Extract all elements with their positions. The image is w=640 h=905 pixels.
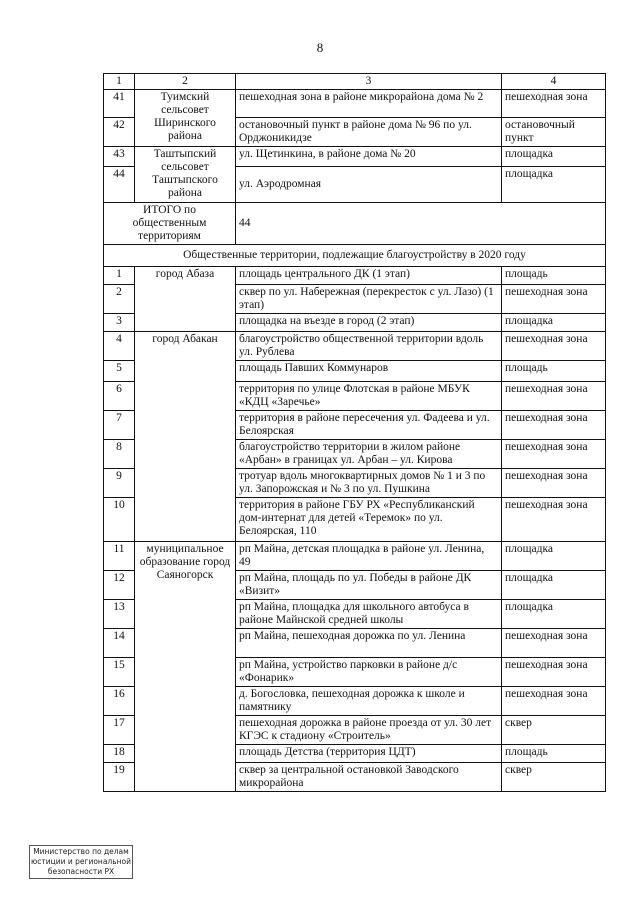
row-number: 13 [104, 600, 135, 629]
table-row [104, 332, 606, 361]
description-cell: тротуар вдоль многоквартирных домов № 1 и 3 по ул. Запорожская и № 3 по ул. Пушкина [236, 469, 502, 498]
stamp-line: безопасности РХ [47, 867, 115, 876]
row-number: 5 [104, 361, 135, 382]
row-number: 2 [104, 285, 135, 314]
description-cell: благоустройство общественной территории вдоль ул. Рублева [236, 332, 502, 361]
row-number: 41 [104, 90, 135, 118]
row-number: 10 [104, 498, 135, 542]
description-cell: площадь Павших Коммунаров [236, 361, 502, 382]
row-number: 43 [104, 147, 135, 167]
table-row [104, 147, 606, 167]
total-label: ИТОГО по общественным территориям [104, 203, 236, 245]
description-cell: рп Майна, устройство парковки в районе д/с «Фонарик» [236, 658, 502, 687]
area-cell: город Абакан [135, 332, 236, 542]
type-cell: пешеходная зона [502, 285, 606, 314]
section-2020-row [104, 245, 606, 267]
row-number: 3 [104, 314, 135, 332]
total-value: 44 [236, 203, 606, 245]
description-cell: ул. Аэродромная [236, 167, 502, 203]
type-cell: пешеходная зона [502, 440, 606, 469]
type-cell: площадка [502, 147, 606, 167]
area-cell: муниципальное образование город Саяногорск [135, 542, 236, 792]
description-cell: площадь Детства (территория ЦДТ) [236, 745, 502, 763]
type-cell: пешеходная зона [502, 687, 606, 716]
description-cell: ул. Щетинкина, в районе дома № 20 [236, 147, 502, 167]
type-cell: пешеходная зона [502, 498, 606, 542]
section-title: Общественные территории, подлежащие благоустройству в 2020 году [104, 245, 606, 267]
header-cell: 1 [104, 74, 135, 90]
row-number: 7 [104, 411, 135, 440]
type-cell: площадка [502, 167, 606, 203]
area-cell: Туимский сельсовет Ширинского района [135, 90, 236, 147]
description-cell: пешеходная дорожка в районе проезда от ул. 30 лет КГЭС к стадиону «Строитель» [236, 716, 502, 745]
territories-table [103, 73, 606, 792]
type-cell: площадка [502, 600, 606, 629]
row-number: 4 [104, 332, 135, 361]
row-number: 11 [104, 542, 135, 571]
description-cell: площадь центрального ДК (1 этап) [236, 267, 502, 285]
table-row [104, 90, 606, 118]
type-cell: пешеходная зона [502, 411, 606, 440]
description-cell: д. Богословка, пешеходная дорожка к школе и памятнику [236, 687, 502, 716]
type-cell: площадь [502, 745, 606, 763]
page-number: 8 [316, 40, 324, 55]
description-cell: рп Майна, площадь по ул. Победы в районе ДК «Визит» [236, 571, 502, 600]
row-number: 14 [104, 629, 135, 658]
description-cell: территория в районе ГБУ РХ «Республиканский дом-интернат для детей «Теремок» по ул. Белоярская, 110 [236, 498, 502, 542]
row-number: 12 [104, 571, 135, 600]
ministry-stamp [29, 845, 133, 879]
type-cell: площадь [502, 267, 606, 285]
description-cell: сквер по ул. Набережная (перекресток с ул. Лазо) (1 этап) [236, 285, 502, 314]
header-cell: 2 [135, 74, 236, 90]
description-cell: рп Майна, детская площадка в районе ул. Ленина, 49 [236, 542, 502, 571]
type-cell: пешеходная зона [502, 658, 606, 687]
row-number: 9 [104, 469, 135, 498]
row-number: 42 [104, 118, 135, 147]
table-row [104, 267, 606, 285]
row-number: 1 [104, 267, 135, 285]
type-cell: пешеходная зона [502, 469, 606, 498]
description-cell: рп Майна, пешеходная дорожка по ул. Ленина [236, 629, 502, 658]
header-cell: 4 [502, 74, 606, 90]
description-cell: пешеходная зона в районе микрорайона дома № 2 [236, 90, 502, 118]
area-cell: город Абаза [135, 267, 236, 332]
total-row [104, 203, 606, 245]
description-cell: территория по улице Флотская в районе МБУК «КДЦ «Заречье» [236, 382, 502, 411]
type-cell: остановочный пункт [502, 118, 606, 147]
type-cell: пешеходная зона [502, 382, 606, 411]
description-cell: остановочный пункт в районе дома № 96 по ул. Орджоникидзе [236, 118, 502, 147]
row-number: 15 [104, 658, 135, 687]
area-cell: Таштыпский сельсовет Таштыпского района [135, 147, 236, 203]
row-number: 6 [104, 382, 135, 411]
row-number: 19 [104, 763, 135, 792]
description-cell: рп Майна, площадка для школьного автобуса в районе Майнской средней школы [236, 600, 502, 629]
stamp-line: Министерство по делам [33, 847, 129, 856]
type-cell: сквер [502, 716, 606, 745]
description-cell: территория в районе пересечения ул. Фадеева и ул. Белоярская [236, 411, 502, 440]
type-cell: пешеходная зона [502, 90, 606, 118]
stamp-line: юстиции и региональной [30, 857, 132, 866]
row-number: 8 [104, 440, 135, 469]
table-row [104, 542, 606, 571]
type-cell: площадка [502, 542, 606, 571]
header-cell: 3 [236, 74, 502, 90]
type-cell: площадь [502, 361, 606, 382]
row-number: 16 [104, 687, 135, 716]
row-number: 18 [104, 745, 135, 763]
type-cell: пешеходная зона [502, 332, 606, 361]
type-cell: сквер [502, 763, 606, 792]
type-cell: площадка [502, 571, 606, 600]
table-header-row [104, 74, 606, 90]
row-number: 17 [104, 716, 135, 745]
type-cell: площадка [502, 314, 606, 332]
description-cell: площадка на въезде в город (2 этап) [236, 314, 502, 332]
description-cell: благоустройство территории в жилом районе «Арбан» в границах ул. Арбан – ул. Кирова [236, 440, 502, 469]
description-cell: сквер за центральной остановкой Заводского микрорайона [236, 763, 502, 792]
type-cell: пешеходная зона [502, 629, 606, 658]
row-number: 44 [104, 167, 135, 203]
